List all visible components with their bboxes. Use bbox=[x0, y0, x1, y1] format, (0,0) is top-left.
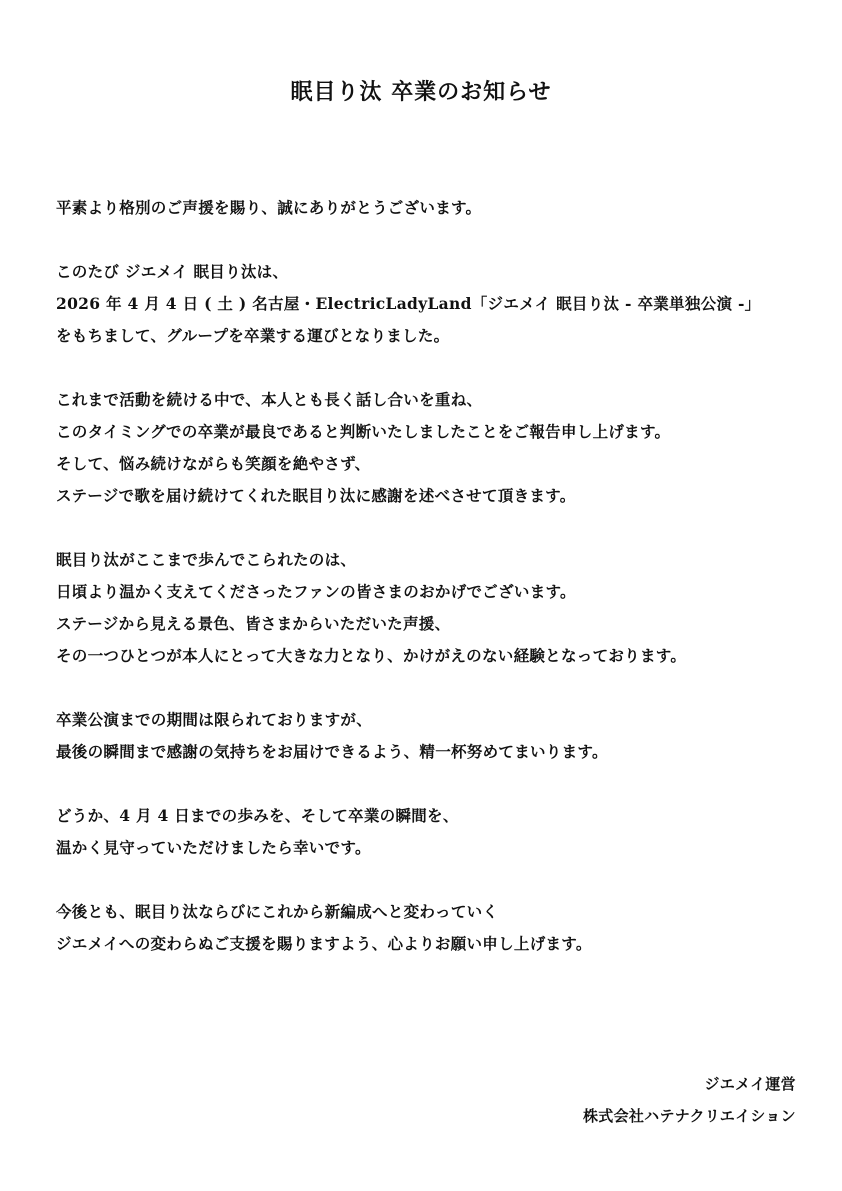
text-line: 眠目り汰がここまで歩んでこられたのは、 bbox=[56, 550, 357, 569]
text-line: ステージで歌を届け続けてくれた眠目り汰に感謝を述べさせて頂きます。 bbox=[56, 486, 576, 505]
text-line: 2026 年 4 月 4 日 ( 土 ) 名古屋・ElectricLadyLand「ジエメイ 眠目り汰 - 卒業単独公演 -」 bbox=[56, 294, 761, 313]
paragraph-graduation-date bbox=[56, 256, 816, 352]
paragraph-thanks-fans bbox=[56, 544, 816, 672]
signature-company: 株式会社ハテナクリエイション bbox=[582, 1107, 796, 1125]
text-line: ジエメイへの変わらぬご支援を賜りますよう、心よりお願い申し上げます。 bbox=[56, 934, 592, 953]
paragraph-greeting bbox=[56, 192, 816, 224]
signature-organization: ジエメイ運営 bbox=[704, 1075, 796, 1093]
text-line: 平素より格別のご声援を賜り、誠にありがとうございます。 bbox=[56, 198, 482, 217]
paragraph-final-performance bbox=[56, 704, 816, 768]
paragraph-closing bbox=[56, 896, 816, 960]
text-line: そして、悩み続けながらも笑顔を絶やさず、 bbox=[56, 454, 371, 473]
document-title: 眠目り汰 卒業のお知らせ bbox=[290, 79, 552, 105]
text-line: 日頃より温かく支えてくださったファンの皆さまのおかげでございます。 bbox=[56, 582, 576, 601]
text-line: 最後の瞬間まで感謝の気持ちをお届けできるよう、精一杯努めてまいります。 bbox=[56, 742, 608, 761]
text-line: これまで活動を続ける中で、本人とも長く話し合いを重ね、 bbox=[56, 390, 483, 409]
text-line: 温かく見守っていただけましたら幸いです。 bbox=[56, 838, 371, 857]
text-line: このタイミングでの卒業が最良であると判断いたしましたことをご報告申し上げます。 bbox=[56, 422, 671, 441]
text-line: 卒業公演までの期間は限られておりますが、 bbox=[56, 710, 373, 729]
document-body bbox=[56, 192, 816, 992]
text-line: このたび ジエメイ 眠目り汰は、 bbox=[56, 262, 289, 281]
text-line: ステージから見える景色、皆さまからいただいた声援、 bbox=[56, 614, 451, 633]
text-line: をもちまして、グループを卒業する運びとなりました。 bbox=[56, 326, 450, 345]
signature-block bbox=[583, 1068, 796, 1132]
paragraph-reason bbox=[56, 384, 816, 512]
text-line: 今後とも、眠目り汰ならびにこれから新編成へと変わっていく bbox=[56, 902, 499, 921]
text-line: その一つひとつが本人にとって大きな力となり、かけがえのない経験となっております。 bbox=[56, 646, 687, 665]
paragraph-request bbox=[56, 800, 816, 864]
text-line: どうか、4 月 4 日までの歩みを、そして卒業の瞬間を、 bbox=[56, 806, 459, 825]
